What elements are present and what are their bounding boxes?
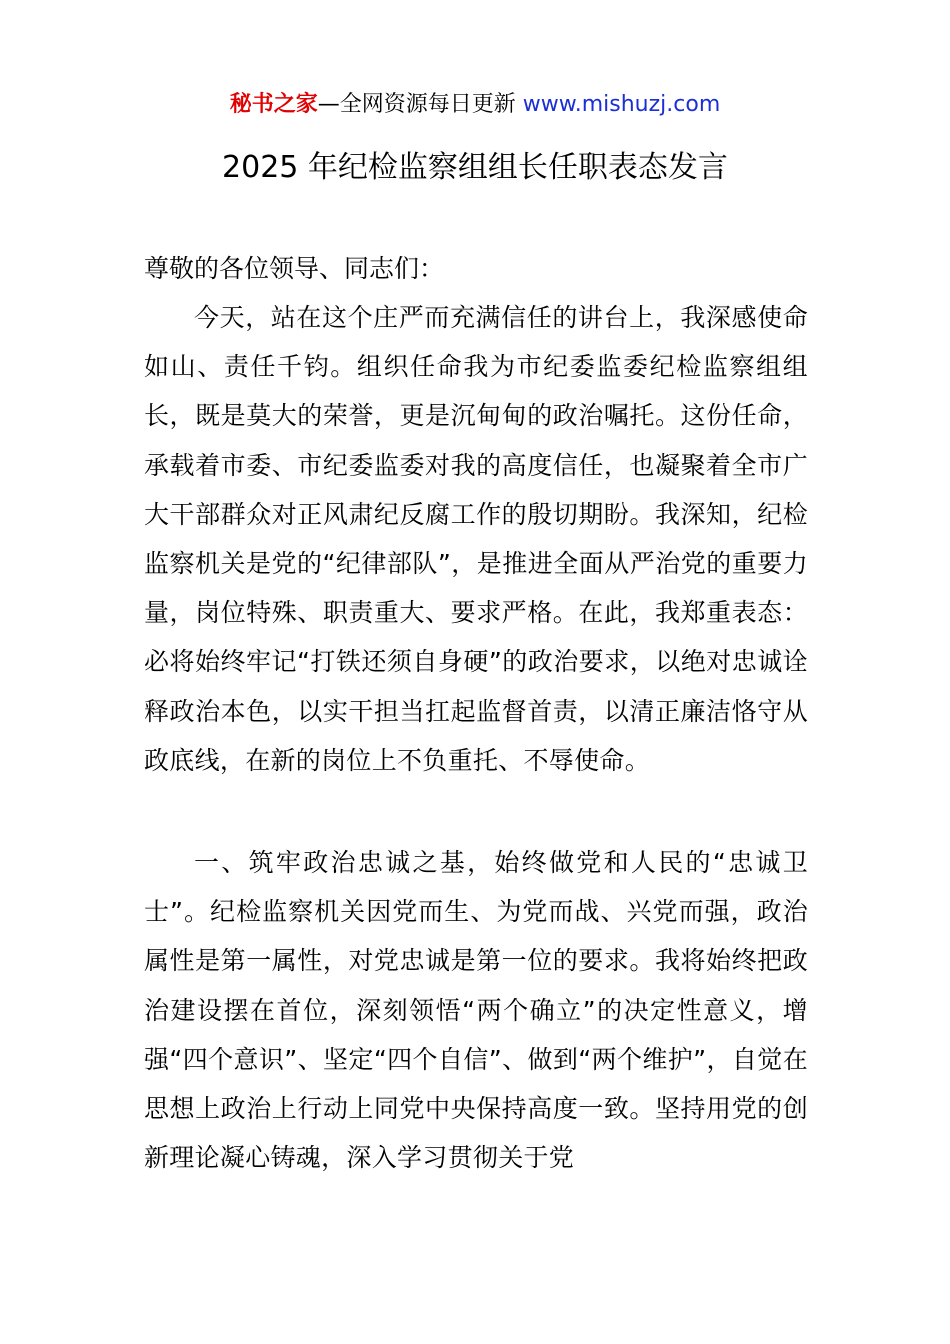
site-header	[0, 88, 950, 122]
paragraph-section-one: 一、筑牢政治忠诚之基，始终做党和人民的“忠诚卫士”。纪检监察机关因党而生、为党而战、兴党而强，政治属性是第一属性，对党忠诚是第一位的要求。我将始终把政治建设摆在首位，深刻领悟“两个确立”的决定性意义，增强“四个意识”、坚定“四个自信”、做到“两个维护”，自觉在思想上政治上行动上同党中央保持高度一致。坚持用党的创新理论凝心铸魂，深入学习贯彻关于党	[144, 848, 808, 1173]
document-title: 2025 年纪检监察组组长任职表态发言	[222, 150, 728, 185]
site-brand: 秘书之家	[229, 92, 318, 117]
site-tagline: —全网资源每日更新	[317, 92, 523, 117]
site-url-link[interactable]: www.mishuzj.com	[522, 92, 721, 117]
salutation: 尊敬的各位领导、同志们：	[144, 254, 445, 283]
paragraph-intro: 今天，站在这个庄严而充满信任的讲台上，我深感使命如山、责任千钧。组织任命我为市纪委监委纪检监察组组长，既是莫大的荣誉，更是沉甸甸的政治嘱托。这份任命，承载着市委、市纪委监委对我的高度信任，也凝聚着全市广大干部群众对正风肃纪反腐工作的殷切期盼。我深知，纪检监察机关是党的“纪律部队”，是推进全面从严治党的重要力量，岗位特殊、职责重大、要求严格。在此，我郑重表态：必将始终牢记“打铁还须自身硬”的政治要求，以绝对忠诚诠释政治本色，以实干担当扛起监督首责，以清正廉洁恪守从政底线，在新的岗位上不负重托、不辱使命。	[144, 303, 808, 775]
